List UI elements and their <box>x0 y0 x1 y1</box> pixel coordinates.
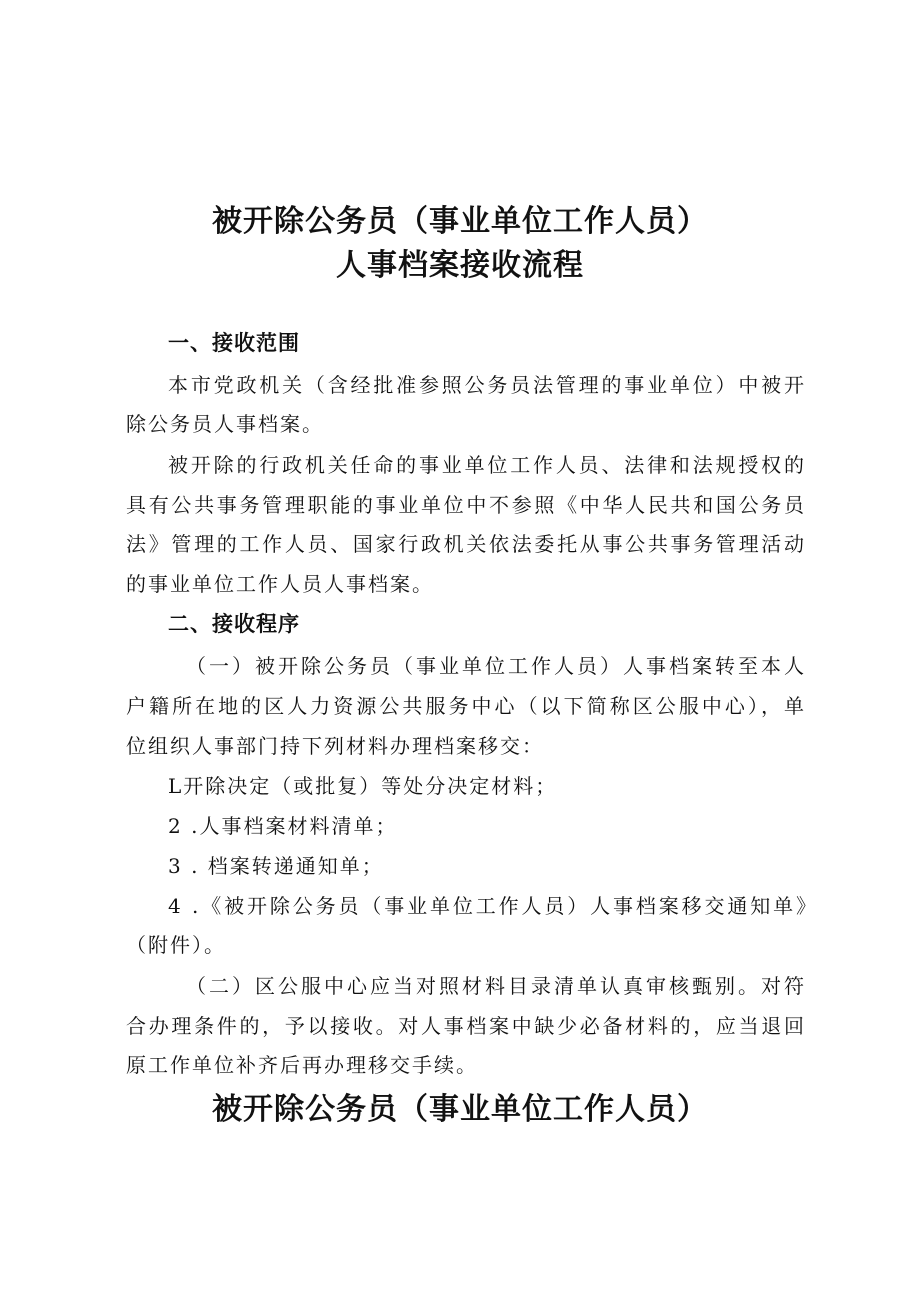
paragraph-line: （一）被开除公务员（事业单位工作人员）人事档案转至本人 <box>186 654 806 678</box>
list-item: 2 .人事档案材料清单； <box>168 814 398 838</box>
document-title-line1: 被开除公务员（事业单位工作人员） <box>212 204 708 239</box>
paragraph-line: 除公务员人事档案。 <box>126 412 324 436</box>
paragraph-line: 本市党政机关（含经批准参照公务员法管理的事业单位）中被开 <box>168 373 806 397</box>
paragraph-line: 具有公共事务管理职能的事业单位中不参照《中华人民共和国公务员 <box>126 493 806 517</box>
paragraph-line: 合办理条件的，予以接收。对人事档案中缺少必备材料的，应当退回 <box>126 1014 806 1038</box>
paragraph-line: （二）区公服中心应当对照材料目录清单认真审核甄别。对符 <box>186 974 806 998</box>
list-item: （附件）。 <box>126 933 226 957</box>
paragraph-line: 法》管理的工作人员、国家行政机关依法委托从事公共事务管理活动 <box>126 532 806 556</box>
paragraph-line: 被开除的行政机关任命的事业单位工作人员、法律和法规授权的 <box>168 453 806 477</box>
list-item: L开除决定（或批复）等处分决定材料； <box>168 774 558 798</box>
paragraph-line: 户籍所在地的区人力资源公共服务中心（以下简称区公服中心），单 <box>126 694 806 718</box>
document-title-line2: 人事档案接收流程 <box>336 248 584 283</box>
paragraph-line: 的事业单位工作人员人事档案。 <box>126 572 434 596</box>
paragraph-line: 原工作单位补齐后再办理移交手续。 <box>126 1053 478 1077</box>
list-item: 4 .《被开除公务员（事业单位工作人员）人事档案移交通知单》 <box>168 894 818 918</box>
list-item: 3 . 档案转递通知单； <box>168 854 384 878</box>
attachment-title: 被开除公务员（事业单位工作人员） <box>212 1092 708 1127</box>
section-heading-scope: 一、接收范围 <box>168 331 300 355</box>
section-heading-procedure: 二、接收程序 <box>168 612 300 636</box>
paragraph-line: 位组织人事部门持下列材料办理档案移交： <box>126 734 544 758</box>
